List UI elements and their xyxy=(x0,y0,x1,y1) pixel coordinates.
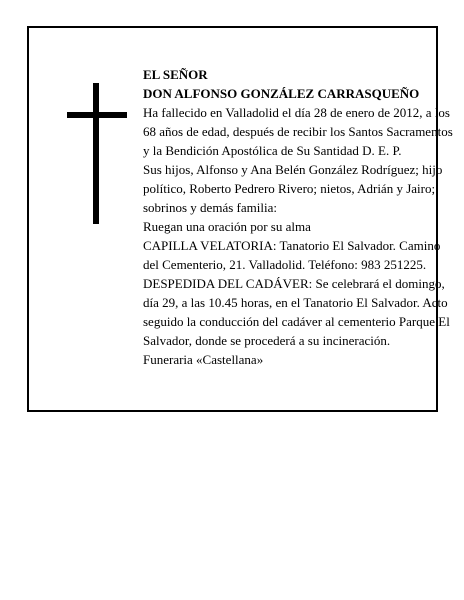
cross-icon-crossbar xyxy=(67,112,127,118)
family-list: Sus hijos, Alfonso y Ana Belén González Rodríguez; hijo político, Roberto Pedrero Rivero; nietos, Adrián y Jairo; sobrinos y demás familia: xyxy=(143,162,443,215)
cross-icon xyxy=(93,83,99,224)
obituary-notice xyxy=(27,26,453,412)
obituary-text xyxy=(143,65,458,369)
farewell-info: DESPEDIDA DEL CADÁVER: Se celebrará el domingo, día 29, a las 10.45 horas, en el Tanatorio El Salvador. Acto seguido la conducción del cadáver al cementerio Parque El Salvador, donde se procederá a su incineración. xyxy=(143,276,450,348)
deceased-name: DON ALFONSO GONZÁLEZ CARRASQUEÑO xyxy=(143,86,420,101)
funeral-home: Funeraria «Castellana» xyxy=(143,352,264,367)
chapel-info: CAPILLA VELATORIA: Tanatorio El Salvador. Camino del Cementerio, 21. Valladolid. Teléfono: 983 251225. xyxy=(143,238,441,272)
prayer-request: Ruegan una oración por su alma xyxy=(143,219,311,234)
death-notice: Ha fallecido en Valladolid el día 28 de enero de 2012, a los 68 años de edad, después de recibir los Santos Sacramentos y la Bendición Apostólica de Su Santidad D. E. P. xyxy=(143,105,453,158)
obituary-heading: EL SEÑOR xyxy=(143,67,208,82)
